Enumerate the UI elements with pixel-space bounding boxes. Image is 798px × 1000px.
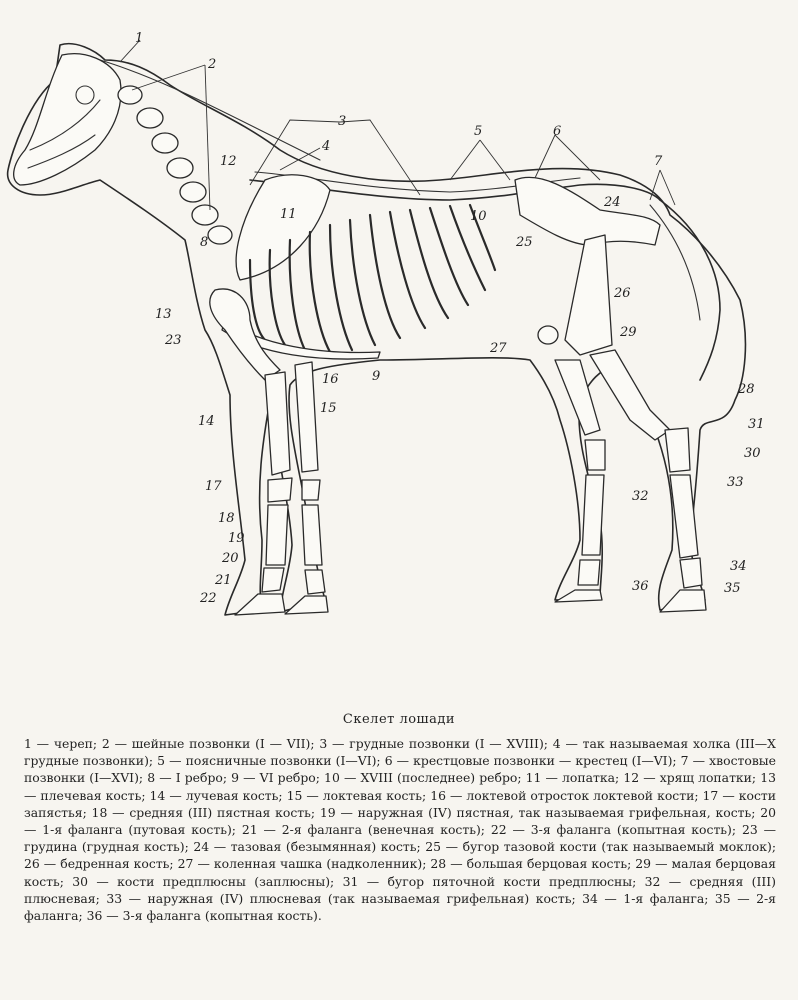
skull <box>14 54 121 185</box>
label-15: 15 <box>320 401 337 416</box>
label-36: 36 <box>632 579 649 594</box>
hind-leg-far <box>555 360 605 602</box>
label-25: 25 <box>516 235 533 250</box>
label-32: 32 <box>632 489 649 504</box>
label-24: 24 <box>604 195 621 210</box>
label-3: 3 <box>338 114 347 129</box>
label-27: 27 <box>490 341 507 356</box>
label-14: 14 <box>198 414 215 429</box>
label-22: 22 <box>200 591 217 606</box>
label-33: 33 <box>727 475 744 490</box>
patella <box>538 326 558 344</box>
label-18: 18 <box>218 511 235 526</box>
label-30: 30 <box>744 446 761 461</box>
label-6: 6 <box>553 124 562 139</box>
label-8: 8 <box>200 235 209 250</box>
label-23: 23 <box>165 333 182 348</box>
label-20: 20 <box>222 551 239 566</box>
front-leg-near <box>235 372 292 615</box>
label-26: 26 <box>614 286 631 301</box>
label-7: 7 <box>654 154 663 169</box>
label-9: 9 <box>372 369 381 384</box>
figure-caption: Скелет лошади <box>342 712 456 727</box>
pelvis <box>515 177 660 245</box>
label-21: 21 <box>215 573 232 588</box>
label-34: 34 <box>730 559 747 574</box>
hind-leg-near <box>590 350 706 612</box>
label-17: 17 <box>205 479 222 494</box>
label-5: 5 <box>474 124 483 139</box>
label-1: 1 <box>135 31 144 46</box>
label-12: 12 <box>220 154 237 169</box>
label-29: 29 <box>620 325 637 340</box>
femur <box>565 235 612 355</box>
label-4: 4 <box>322 139 331 154</box>
label-10: 10 <box>470 209 487 224</box>
label-28: 28 <box>738 382 755 397</box>
label-11: 11 <box>280 207 297 222</box>
label-13: 13 <box>155 307 172 322</box>
label-35: 35 <box>724 581 741 596</box>
label-31: 31 <box>748 417 765 432</box>
label-19: 19 <box>228 531 245 546</box>
label-16: 16 <box>322 372 339 387</box>
figure-legend: 1 — череп; 2 — шейные позвонки (I — VII); 3 — грудные позвонки (I — XVIII); 4 — так называемая холка (III—X грудные позвонки); 5 — поясничные позвонки (I—VI); 6 — крестцовые позвонки — крестец (I—VI); 7 — хвостовые позвонки (I—XVI); 8 — I ребро; 9 — VI ребро; 10 — XVIII (последнее) ребро; 11 — лопатка; 12 — хрящ лопатки; 13 — плечевая кость; 14 — лучевая кость; 15 — локтевая кость; 16 — локтевой отросток локтевой кости; 17 — кости запястья; 18 — средняя (III) пястная кость; 19 — наружная (IV) пястная, так называемая грифельная, кость; 20 — 1-я фаланга (путовая кость); 21 — 2-я фаланга (венечная кость); 22 — 3-я фаланга (копытная кость); 23 — грудина (грудная кость); 24 — тазовая (безымянная) кость; 25 — бугор тазовой кости (так называемый моклок); 26 — бедренная кость; 27 — коленная чашка (надколенник); 28 — большая берцовая кость; 29 — малая берцовая кость; 30 — кости предплюсны (заплюсны); 31 — бугор пяточной кости предплюсны; 32 — средняя (III) плюсневая; 33 — наружная (IV) плюсневая (так называемая грифельная) кость; 34 — 1-я фаланга; 35 — 2-я фаланга; 36 — 3-я фаланга (копытная кость). <box>24 736 776 924</box>
label-2: 2 <box>208 57 217 72</box>
